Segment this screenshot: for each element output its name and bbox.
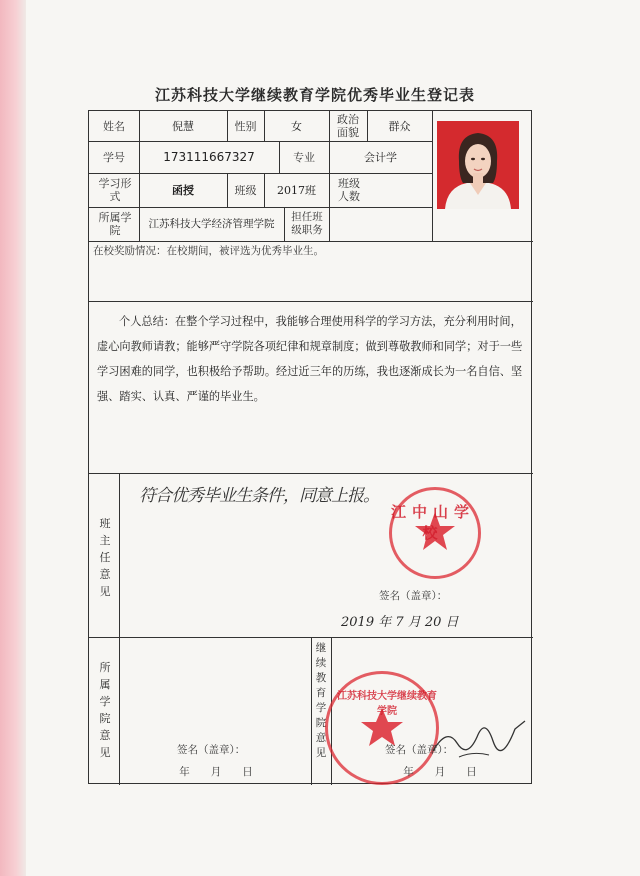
registration-form: [88, 110, 532, 784]
gender-value: 女: [291, 119, 302, 133]
name-value: 倪慧: [172, 119, 194, 133]
politics-value: 群众: [388, 119, 411, 133]
student-photo: [437, 121, 519, 209]
class-teacher-label: 班 主 任 意 见: [99, 517, 111, 598]
teacher-duty-value: [329, 207, 432, 241]
class-value: 2017班: [277, 183, 316, 197]
class-teacher-stamp-text: 江中山学校: [390, 503, 475, 542]
college-label: 所属学院: [98, 211, 132, 237]
awards-text: 在校奖励情况：在校期间，被评选为优秀毕业生。: [93, 244, 324, 257]
class-label: 班级: [234, 183, 257, 197]
major-value: 会计学: [364, 150, 397, 164]
college-opinion-label: 所 属 学 院 意 见: [99, 661, 111, 759]
class-teacher-date: 2019 年 7 月 20 日: [341, 615, 459, 630]
page-edge-decoration: [0, 0, 26, 876]
student-id-label: 学号: [103, 150, 125, 164]
college-sign-label: 签名（盖章）：: [177, 743, 246, 756]
ce-college-sign-label: 签名（盖章）：: [385, 743, 454, 756]
college-value: 江苏科技大学经济管理学院: [148, 217, 275, 230]
gender-label: 性别: [234, 119, 257, 133]
class-size-label: 班级人数: [338, 177, 360, 203]
class-size-value: [367, 173, 432, 207]
document-title: 江苏科技大学继续教育学院优秀毕业生登记表: [154, 86, 475, 104]
name-label: 姓名: [103, 119, 125, 133]
ce-college-stamp-text: 江苏科技大学继续教育学院: [337, 691, 437, 717]
ce-college-date: 年 月 日: [403, 765, 477, 778]
personal-summary: 个人总结：在整个学习过程中，我能够合理使用科学的学习方法，充分利用时间，虚心向教师请教；能够严守学院各项纪律和规章制度；做到尊敬教师和同学；对于一些学习困难的同学，也积极给予帮助。经过近三年的历练，我也逐渐成长为一名自信、坚强、踏实、认真、严谨的毕业生。: [97, 315, 523, 403]
study-form-label: 学习形式: [98, 177, 132, 203]
study-form-value: 函授: [172, 183, 194, 197]
class-teacher-handwriting: 符合优秀毕业生条件，同意上报。: [139, 486, 379, 506]
student-id-value: 173111667327: [163, 149, 255, 164]
ce-college-opinion-label: 继 续 教 育 学 院 意 见: [315, 642, 327, 759]
ce-college-signature: [429, 707, 529, 771]
class-teacher-sign-label: 签名（盖章）：: [379, 589, 448, 602]
teacher-duty-label: 担任班级职务: [291, 211, 323, 236]
major-label: 专业: [293, 150, 315, 164]
politics-label: 政治面貌: [337, 113, 359, 139]
college-date: 年 月 日: [179, 765, 253, 778]
